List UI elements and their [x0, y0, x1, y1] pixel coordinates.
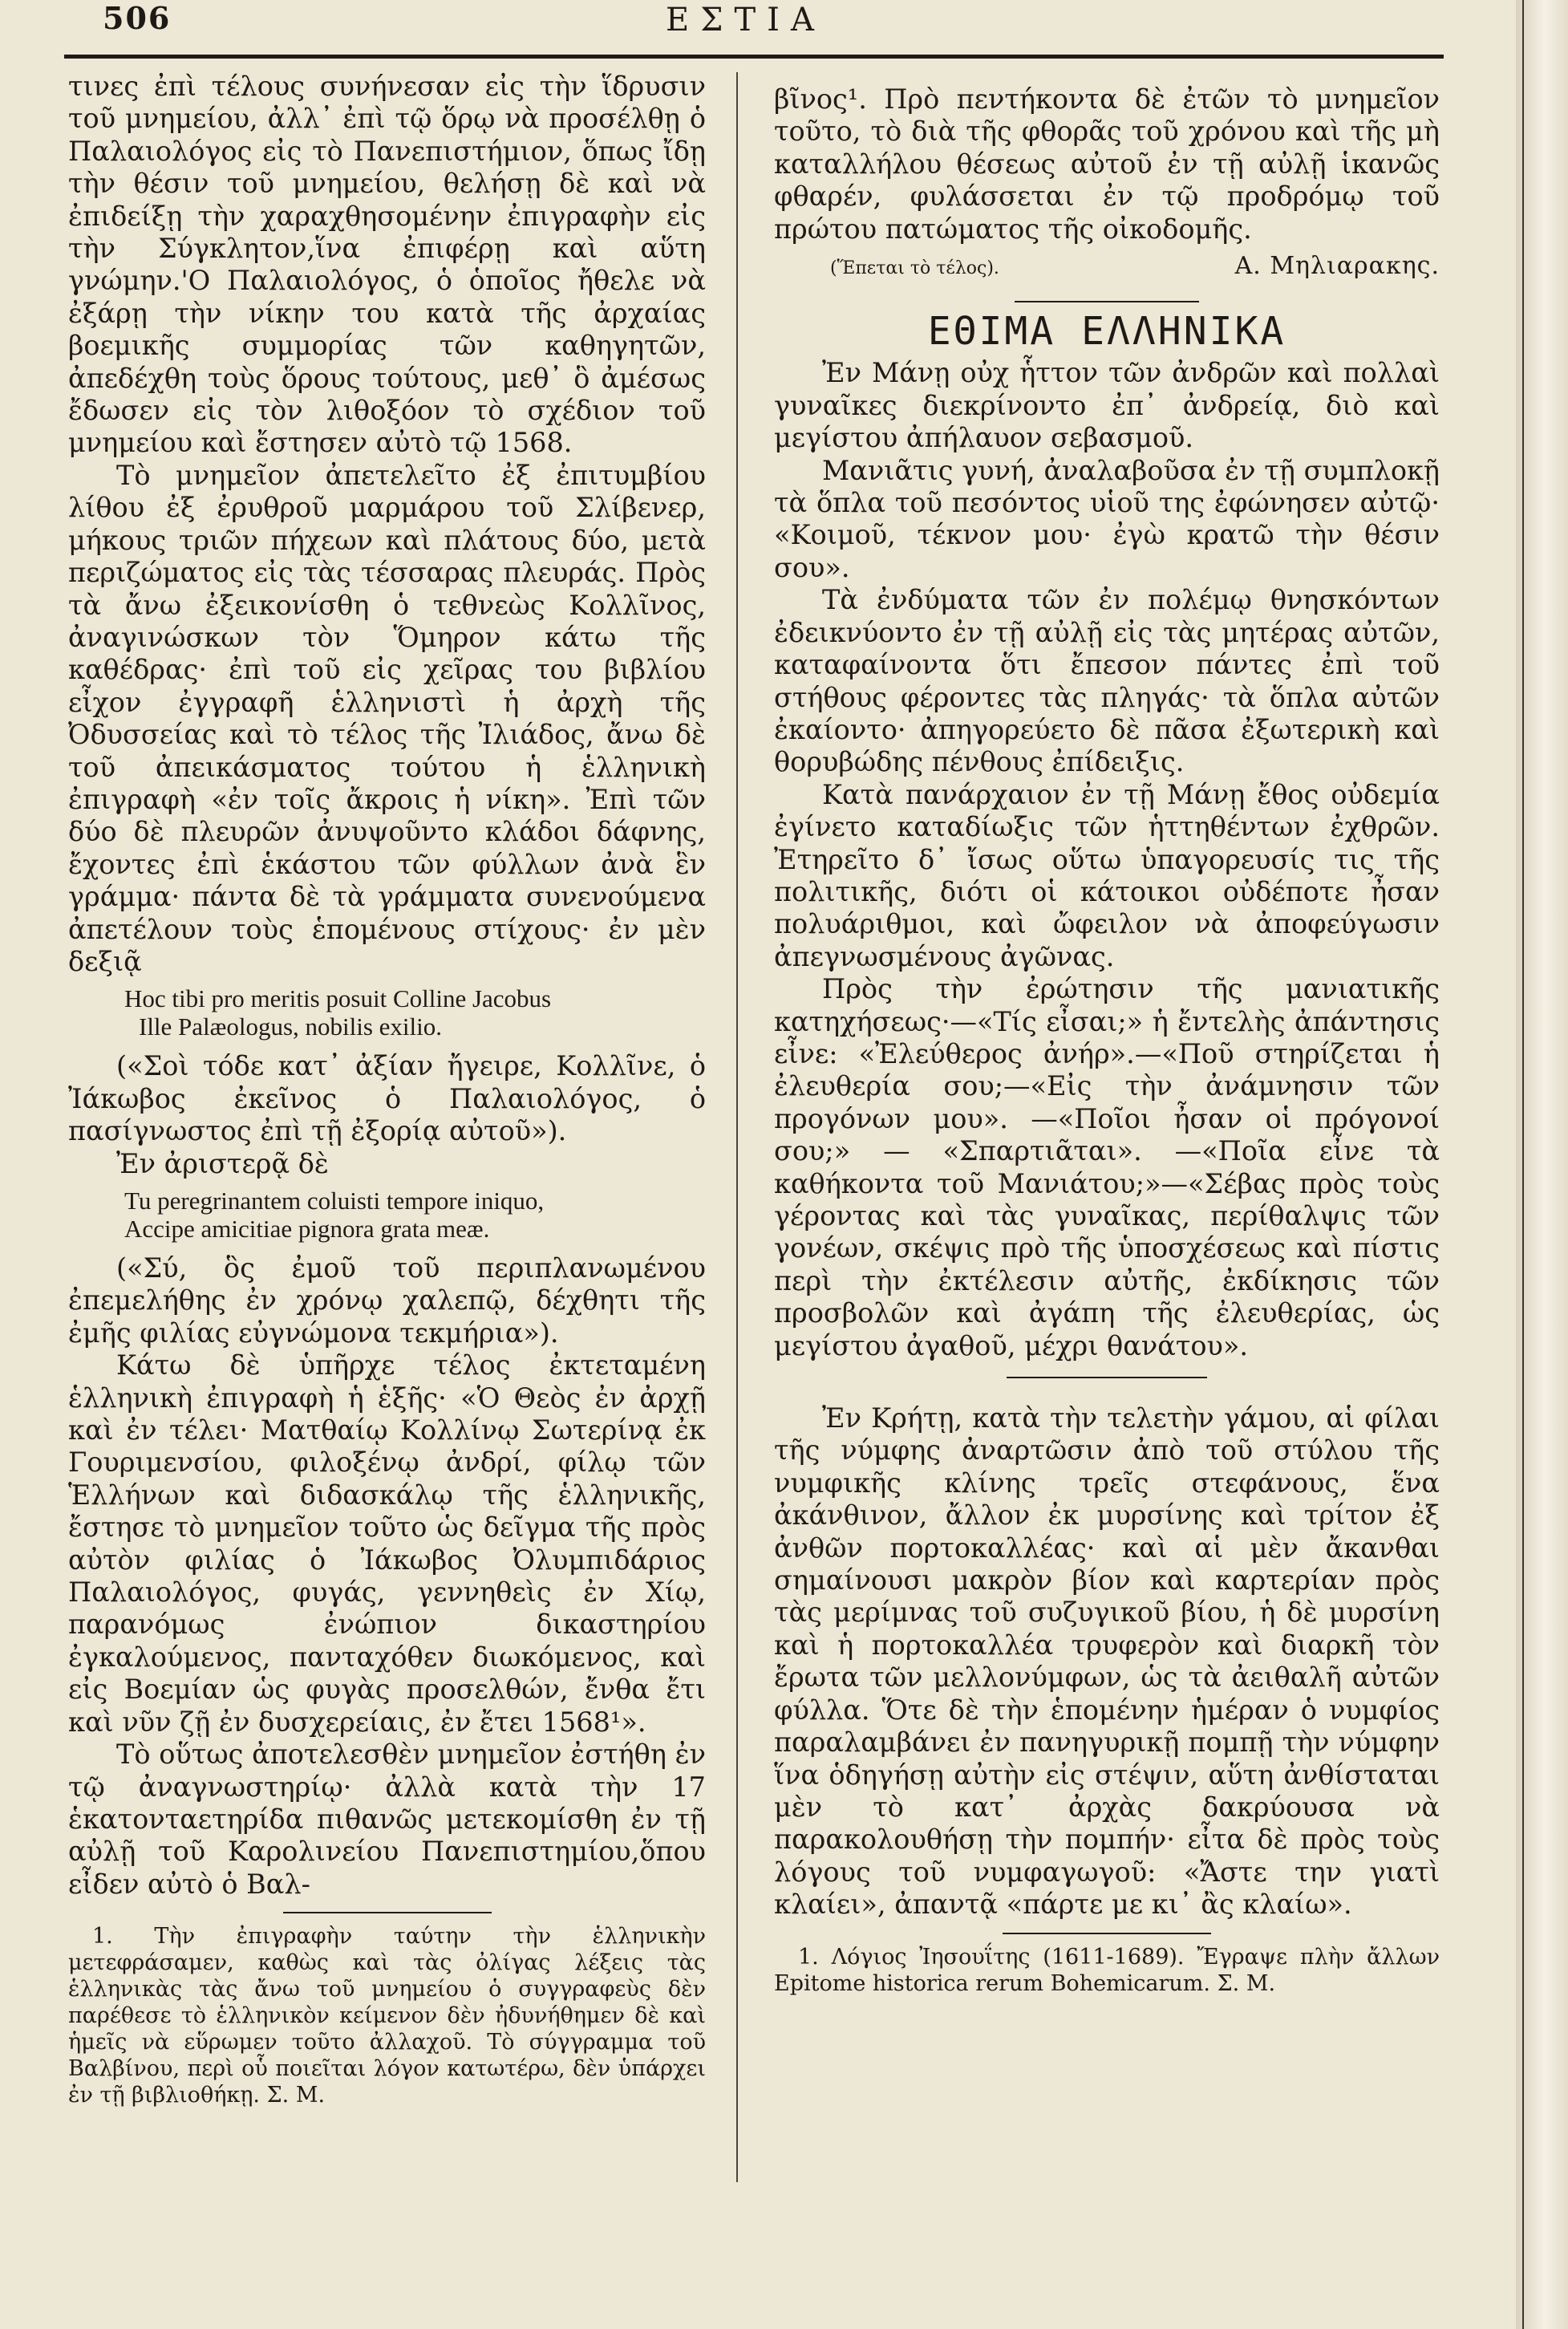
right-footnote: 1. Λόγιος Ἰησουΐτης (1611-1689). Ἔγραψε πλὴν ἄλλων Epitome historica rerum Bohemicarum. Σ. Μ.: [774, 1944, 1440, 1996]
left-paragraph-1: τινες ἐπὶ τέλους συνήνεσαν εἰς τὴν ἵδρυσιν τοῦ μνημείου, ἀλλ᾽ ἐπὶ τῷ ὅρῳ νὰ προσέλθῃ ὁ Παλαιολόγος εἰς τὸ Πανεπιστήμιον, ὅπως ἴδῃ τὴν θέσιν τοῦ μνημείου, θελήσῃ δὲ καὶ νὰ ἐπιδείξῃ τὴν χαραχθησομένην ἐπιγραφὴν εἰς τὴν Σύγκλητον,ἵνα ἐπιφέρῃ καὶ αὕτη γνώμην.'Ο Παλαιολόγος, ὁ ὁποῖος ἤθελε νὰ ἐξάρῃ τὴν νίκην του κατὰ τῆς ἀρχαίας βοεμικῆς συμμορίας τῶν καθηγητῶν, ἀπεδέχθη τοὺς ὅρους τούτους, μεθ᾽ ὃ ἀμέσως ἔδωσεν εἰς τὸν λιθοξόον τὸ σχέδιον τοῦ μνημείου καὶ ἔστησεν αὐτὸ τῷ 1568.: [68, 71, 706, 459]
right-paragraph-3: Τὰ ἐνδύματα τῶν ἐν πολέμῳ θνησκόντων ἐδεικνύοντο ἐν τῇ αὐλῇ εἰς τὰς μητέρας αὐτῶν, καταφαίνοντα ὅτι ἔπεσον πάντες ἐπὶ τοῦ στήθους φέροντες τὰς πληγάς· τὰ ὅπλα αὐτῶν ἐκαίοντο· ἀπηγορεύετο δὲ πᾶσα ἐξωτερικὴ καὶ θορυβώδης πένθους ἐπίδειξις.: [774, 584, 1440, 778]
left-footnote: 1. Τὴν ἐπιγραφὴν ταύτην τὴν ἑλληνικὴν μετεφράσαμεν, καθὼς καὶ τὰς ὀλίγας λέξεις τὰς ἑλληνικὰς τὰς ἄνω τοῦ μνημείου ὁ συγγραφεὺς δὲν παρέθεσε τὸ ἑλληνικὸν κείμενον δὲν ἠδυνήθημεν δὲ καὶ ἡμεῖς νὰ εὕρωμεν τοῦτο ἀλλαχοῦ. Τὸ σύγγραμμα τοῦ Βαλβίνου, περὶ οὗ ποιεῖται λόγον κατωτέρω, δὲν ὑπάρχει ἐν τῇ βιβλιοθήκῃ. Σ. Μ.: [68, 1924, 706, 2108]
page-number: 506: [103, 0, 172, 36]
separator-rule: [1007, 1377, 1207, 1378]
right-paragraph-1: Ἐν Μάνῃ οὐχ ἧττον τῶν ἀνδρῶν καὶ πολλαὶ γυναῖκες διεκρίνοντο ἐπ᾽ ἀνδρείᾳ, διὸ καὶ μεγίστου ἀπήλαυον σεβασμοῦ.: [774, 357, 1440, 454]
header-rule: [64, 55, 1444, 59]
latin-inscription-left: [124, 1187, 706, 1243]
section-rule: [1015, 301, 1199, 302]
left-paragraph-6: Κάτω δὲ ὑπῆρχε τέλος ἐκτεταμένη ἑλληνικὴ ἐπιγραφὴ ἡ ἑξῆς· «Ὁ Θεὸς ἐν ἀρχῇ καὶ ἐν τέλει· Ματθαίῳ Κολλίνῳ Σωτερίνᾳ ἐκ Γουριμενσίου, φιλοξένῳ ἀνδρί, φίλῳ τῶν Ἑλλήνων καὶ διδασκάλῳ τῆς ἑλληνικῆς, ἔστησε τὸ μνημεῖον τοῦτο ὡς δεῖγμα τῆς πρὸς αὐτὸν φιλίας ὁ Ἰάκωβος Ὀλυμπιδάριος Παλαιολόγος, φυγάς, γεννηθεὶς ἐν Χίῳ, παρανόμως ἐνώπιον δικαστηρίου ἐγκαλούμενος, πανταχόθεν διωκόμενος, καὶ εἰς Βοεμίαν ὡς φυγὰς προσελθών, ἔνθα ἔτι καὶ νῦν ζῇ ἐν δυσχερείαις, ἐν ἔτει 1568¹».: [68, 1349, 706, 1738]
section-title: ΕΘΙΜΑ ΕΛΛΗΝΙΚΑ: [927, 309, 1286, 355]
signature-row: [774, 250, 1440, 285]
latin-inscription-right: [124, 984, 706, 1041]
footnote-rule: [1003, 1933, 1211, 1934]
right-paragraph-2: Μανιᾶτις γυνή, ἀναλαβοῦσα ἐν τῇ συμπλοκῇ τὰ ὅπλα τοῦ πεσόντος υἱοῦ της ἐφώνησεν αὐτῷ· «Κοιμοῦ, τέκνον μου· ἐγὼ κρατῶ τὴν θέσιν σου».: [774, 454, 1440, 583]
latin-line: Ille Palæologus, nobilis exilio.: [139, 1012, 443, 1041]
left-paragraph-5: («Σύ, ὃς ἐμοῦ τοῦ περιπλανωμένου ἐπεμελήθης ἐν χρόνῳ χαλεπῷ, δέχθητι τῆς ἐμῆς φιλίας εὐγνώμονα τεκμήρια»).: [68, 1252, 706, 1349]
latin-line: Hoc tibi pro meritis posuit Colline Jacobus: [124, 984, 552, 1013]
column-divider: [736, 72, 738, 2182]
right-paragraph-4: Κατὰ πανάρχαιον ἐν τῇ Μάνῃ ἔθος οὐδεμία ἐγίνετο καταδίωξις τῶν ἡττηθέντων ἐχθρῶν. Ἐτηρεῖτο δ᾽ ἴσως οὕτω ὑπαγορευσίς τις τῆς πολιτικῆς, διότι οἱ κάτοικοι οὐδέποτε ἦσαν πολυάριθμοι, καὶ ὤφειλον νὰ ἀποφεύγωσιν ἀπεγνωσμένους ἀγῶνας.: [774, 778, 1440, 972]
continuation-note: (Ἕπεται τὸ τέλος).: [830, 258, 999, 279]
latin-line: Accipe amicitiae pignora grata meæ.: [124, 1215, 490, 1243]
left-paragraph-7: Τὸ οὕτως ἀποτελεσθὲν μνημεῖον ἐστήθη ἐν τῷ ἀναγνωστηρίῳ· ἀλλὰ κατὰ τὴν 17 ἑκατονταετηρίδα πιθανῶς μετεκομίσθη ἐν τῇ αὐλῇ τοῦ Καρολινείου Πανεπιστημίου,ὅπου εἶδεν αὐτὸ ὁ Βαλ-: [68, 1739, 706, 1900]
right-paragraph-5: Πρὸς τὴν ἐρώτησιν τῆς μανιατικῆς κατηχήσεως·—«Τίς εἶσαι;» ἡ ἔντελὴς ἀπάντησις εἶνε: «Ἐλεύθερος ἀνήρ».—«Ποῦ στηρίζεται ἡ ἐλευθερία σου;—«Εἰς τὴν ἀνάμνησιν τῶν προγόνων μου». —«Ποῖοι ἦσαν οἱ πρόγονοί σου;» — «Σπαρτιᾶται». —«Ποῖα εἶνε τὰ καθήκοντα τοῦ Μανιάτου;»—«Σέβας πρὸς τοὺς γέροντας καὶ τὰς γυναῖκας, περίθαλψις τῶν γονέων, σκέψις πρὸ τῆς ὑποσχέσεως καὶ πίστις περὶ τὴν ἐκτέλεσιν αὐτῆς, ἐκδίκησις τῶν προσβολῶν καὶ ἀγάπη τῆς ἐλευθερίας, ὡς μεγίστου ἀγαθοῦ, μέχρι θανάτου».: [774, 973, 1440, 1361]
latin-line: Tu peregrinantem coluisti tempore iniquo,: [124, 1187, 545, 1215]
left-paragraph-2: Τὸ μνημεῖον ἀπετελεῖτο ἐξ ἐπιτυμβίου λίθου ἐξ ἐρυθροῦ μαρμάρου τοῦ Σλίβενερ, μήκους τριῶν πήχεων καὶ πλάτους δύο, μετὰ περιζώματος εἰς τὰς τέσσαρας πλευράς. Πρὸς τὰ ἄνω ἐξεικονίσθη ὁ τεθνεὼς Κολλῖνος, ἀναγινώσκων τὸν Ὅμηρον κάτω τῆς καθέδρας· ἐπὶ τοῦ εἰς χεῖρας του βιβλίου εἶχον ἐγγραφῆ ἑλληνιστὶ ἡ ἀρχὴ τῆς Ὀδυσσείας καὶ τὸ τέλος τῆς Ἰλιάδος, ἄνω δὲ τοῦ ἀπεικάσματος τούτου ἡ ἑλληνικὴ ἐπιγραφὴ «ἐν τοῖς ἄκροις ἡ νίκη». Ἐπὶ τῶν δύο δὲ πλευρῶν ἀνυψοῦντο κλάδοι δάφνης, ἔχοντες ἐπὶ ἑκάστου τῶν φύλλων ἀνὰ ἓν γράμμα· πάντα δὲ τὰ γράμματα συνενούμενα ἀπετέλουν τοὺς ἑπομένους στίχους· ἐν μὲν δεξιᾷ: [68, 459, 706, 977]
binding-line: [1522, 0, 1524, 2329]
left-column: [68, 71, 706, 2108]
left-paragraph-4: Ἐν ἀριστερᾷ δὲ: [116, 1147, 329, 1179]
author-signature: Α. Μηλιαρακης.: [1234, 252, 1440, 281]
left-paragraph-3: («Σοὶ τόδε κατ᾽ ἀξίαν ἤγειρε, Κολλῖνε, ὁ Ἰάκωβος ἐκεῖνος ὁ Παλαιολόγος, ὁ πασίγνωστος ἐπὶ τῇ ἐξορίᾳ αὐτοῦ»).: [68, 1050, 706, 1147]
right-column: [774, 83, 1440, 1997]
journal-title: ΕΣΤΙΑ: [666, 2, 825, 39]
right-paragraph-6: Ἐν Κρήτῃ, κατὰ τὴν τελετὴν γάμου, αἱ φίλαι τῆς νύμφης ἀναρτῶσιν ἀπὸ τοῦ στύλου τῆς νυμφικῆς κλίνης τρεῖς στεφάνους, ἕνα ἀκάνθινον, ἄλλον ἐκ μυρσίνης καὶ τρίτον ἐξ ἀνθῶν πορτοκαλλέας· καὶ αἱ μὲν ἄκανθαι σημαίνουσι μακρὸν βίον καὶ καρτερίαν πρὸς τὰς μερίμνας τοῦ συζυγικοῦ βίου, ἡ δὲ μυρσίνη καὶ ἡ πορτοκαλλέα τρυφερὸν καὶ διαρκῆ τὸν ἔρωτα τῶν μελλονύμφων, ὡς τὰ ἀειθαλῆ αὐτῶν φύλλα. Ὅτε δὲ τὴν ἑπομένην ἡμέραν ὁ νυμφίος παραλαμβάνει ἐν πανηγυρικῇ πομπῇ τὴν νύμφην ἵνα ὁδηγήσῃ αὐτὴν εἰς στέψιν, αὕτη ἀνθίσταται μὲν τὸ κατ᾽ ἀρχὰς δακρύουσα νὰ παρακολουθήσῃ τὴν πομπήν· εἶτα δὲ πρὸς τοὺς λόγους τοῦ νυμφαγωγοῦ: «Ἄστε την γιατὶ κλαίει», ἀπαντᾷ «πάρτε με κι᾽ ἂς κλαίω».: [774, 1402, 1440, 1921]
footnote-rule: [283, 1912, 492, 1913]
right-intro-paragraph: βῖνος¹. Πρὸ πεντήκοντα δὲ ἐτῶν τὸ μνημεῖον τοῦτο, τὸ διὰ τῆς φθορᾶς τοῦ χρόνου καὶ τῆς μὴ καταλλήλου θέσεως αὐτοῦ ἐν τῇ αὐλῇ ἱκανῶς φθαρέν, φυλάσσεται ἐν τῷ προδρόμῳ τοῦ πρώτου πατώματος τῆς οἰκοδομῆς.: [774, 83, 1440, 245]
